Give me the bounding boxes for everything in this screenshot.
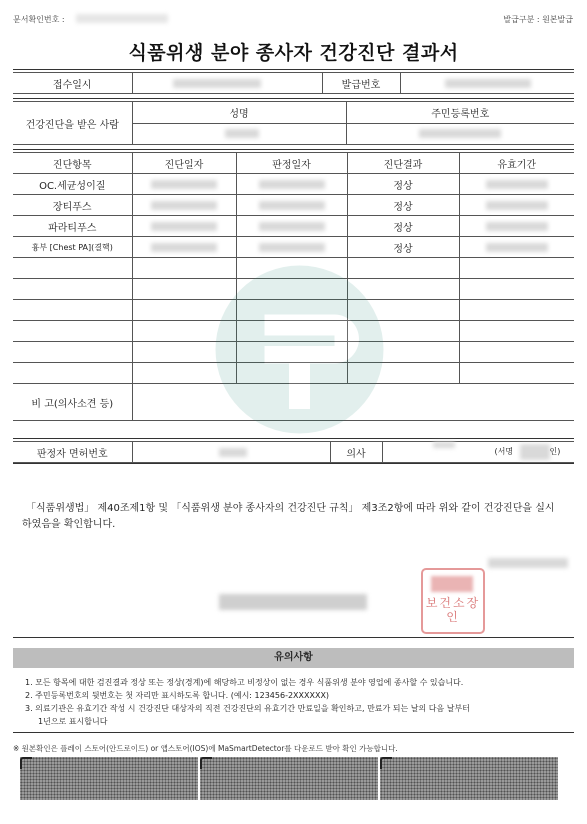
security-code-image (200, 757, 378, 800)
row-result: 정상 (347, 195, 459, 216)
row-item: 파라티푸스 (13, 216, 132, 237)
license-value (132, 442, 330, 463)
stamp-text: 보건소장 인 (425, 596, 481, 624)
receipt-date-label: 접수일시 (13, 73, 132, 94)
receipt-table (13, 72, 574, 94)
issue-number-label: 발급번호 (322, 73, 400, 94)
table-row (13, 216, 574, 237)
footer-note: ※ 원본확인은 플레이 스토어(안드로이드) or 앱스토어(IOS)에 MaSmartDetector를 다운로드 받아 확인 가능합니다. (13, 744, 398, 753)
row-valid-period (459, 216, 574, 237)
rule-6 (13, 637, 574, 638)
header-result: 진단결과 (347, 153, 459, 174)
table-row (13, 174, 574, 195)
confirmation-text: 「식품위생법」 제40조제1항 및 「식품위생 분야 종사자의 건강진단 규칙」 제3조2항에 따라 위와 같이 건강진단을 실시하였음을 확인합니다. (22, 503, 555, 530)
row-item: 장티푸스 (13, 195, 132, 216)
official-stamp-icon (421, 568, 485, 634)
issue-number-value (400, 73, 574, 94)
doctor-label: 의사 (330, 442, 382, 463)
remarks-label: 비 고(의사소견 등) (13, 384, 132, 421)
notice-item: 1년으로 표시합니다 (38, 717, 108, 726)
notice-item: 2. 주민등록번호의 뒷번호는 첫 자리만 표시하도록 합니다. (예시: 123456-2XXXXXX) (25, 691, 330, 700)
row-result: 정상 (347, 237, 459, 258)
header-exam-date: 진단일자 (132, 153, 236, 174)
license-label: 판정자 면허번호 (13, 442, 132, 463)
name-value (132, 123, 346, 145)
issue-date-redacted (488, 558, 568, 568)
table-row (13, 195, 574, 216)
security-code-image (380, 757, 558, 800)
row-valid-period (459, 174, 574, 195)
institution-name-redacted (219, 594, 367, 610)
doc-number-label: 문서확인번호 : (13, 15, 65, 24)
row-result: 정상 (347, 174, 459, 195)
seal-left: (서명 (494, 447, 514, 456)
document-title: 식품위생 분야 종사자 건강진단 결과서 (128, 42, 459, 64)
row-exam-date (132, 195, 236, 216)
table-row (13, 237, 574, 258)
rule-3 (13, 149, 574, 150)
row-judge-date (236, 237, 347, 258)
resident-number-value (346, 123, 574, 145)
row-valid-period (459, 237, 574, 258)
row-valid-period (459, 195, 574, 216)
resident-number-label: 주민등록번호 (346, 102, 574, 124)
notice-item: 1. 모든 항목에 대한 검진결과 정상 또는 정상(경계)에 해당하고 비정상이 없는 경우 식품위생 분야 영업에 종사할 수 있습니다. (25, 678, 464, 687)
security-code-image (20, 757, 198, 800)
rule-4 (13, 438, 574, 439)
seal-right: 인) (549, 447, 561, 456)
notice-list (13, 670, 574, 733)
row-result: 정상 (347, 216, 459, 237)
header-item: 진단항목 (13, 153, 132, 174)
notice-title: 유의사항 (13, 648, 574, 668)
top-rule (13, 69, 574, 70)
receipt-date-value (132, 73, 322, 94)
rule-2 (13, 98, 574, 99)
row-judge-date (236, 216, 347, 237)
row-item: 흉부 [Chest PA](결핵) (13, 237, 132, 258)
row-judge-date (236, 195, 347, 216)
examinee-table (13, 101, 574, 145)
judge-table (13, 441, 574, 463)
doc-number-redacted (76, 14, 168, 23)
header-valid-period: 유효기간 (459, 153, 574, 174)
row-exam-date (132, 216, 236, 237)
issue-type: 발급구분 : 원본발급 (503, 15, 573, 24)
results-header-row (13, 153, 574, 174)
name-label: 성명 (132, 102, 346, 124)
row-exam-date (132, 174, 236, 195)
circle-logo-icon (212, 262, 387, 437)
doctor-signature-cell (382, 442, 574, 463)
notice-item: 3. 의료기관은 유효기간 작성 시 건강진단 대상자의 직전 건강진단의 유효기간 만료일을 확인하고, 만료가 되는 날의 다음 날부터 (25, 704, 470, 713)
row-exam-date (132, 237, 236, 258)
row-judge-date (236, 174, 347, 195)
row-item: OC.세균성이질 (13, 174, 132, 195)
examinee-label: 건강진단을 받은 사람 (13, 102, 132, 145)
rule-5 (13, 463, 574, 464)
header-judge-date: 판정일자 (236, 153, 347, 174)
